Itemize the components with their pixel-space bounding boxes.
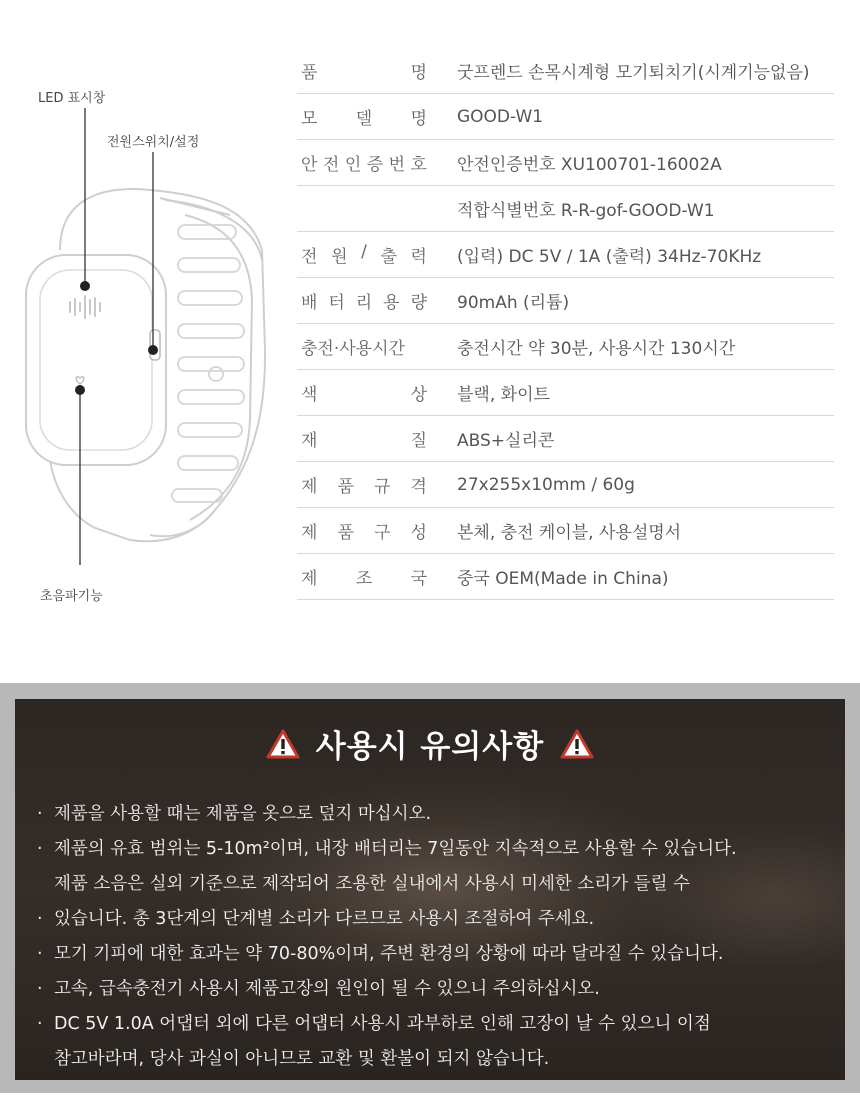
bullet-dot: · xyxy=(37,979,43,999)
product-illustration xyxy=(0,0,290,640)
spec-label-char: 국 xyxy=(410,569,427,589)
ultrasonic-callout: 초음파기능 xyxy=(40,589,103,604)
spec-label-char: 인 xyxy=(344,155,362,175)
spec-row xyxy=(297,370,834,416)
spec-row xyxy=(297,48,834,94)
caution-list xyxy=(37,797,837,1077)
caution-section xyxy=(0,683,860,1093)
bullet-dot: · xyxy=(37,839,43,859)
spec-value: 27x255x10mm / 60g xyxy=(457,474,635,495)
spec-label-char: 원 xyxy=(331,247,348,267)
caution-item xyxy=(37,797,837,832)
warning-triangle-icon xyxy=(560,729,594,759)
spec-label-char: 량 xyxy=(410,293,427,313)
spec-label-char: 규 xyxy=(374,477,391,497)
caution-item xyxy=(37,832,837,867)
spec-label-char: 상 xyxy=(410,385,427,405)
spec-label xyxy=(301,58,427,83)
spec-label-char: 구 xyxy=(374,523,391,543)
spec-value: 중국 OEM(Made in China) xyxy=(457,569,669,589)
caution-text: 있습니다. 총 3단계의 단계별 소리가 다르므로 사용시 조절하여 주세요. xyxy=(54,909,595,929)
spec-value: 90mAh (리튬) xyxy=(457,293,570,313)
spec-label xyxy=(301,242,427,267)
caution-text: 제품을 사용할 때는 제품을 옷으로 덮지 마십시오. xyxy=(54,804,432,824)
spec-row xyxy=(297,324,834,370)
spec-row xyxy=(297,140,834,186)
spec-label-char: 델 xyxy=(355,109,373,129)
bullet-dot: · xyxy=(37,804,43,824)
spec-row xyxy=(297,232,834,278)
spec-label-char: / xyxy=(361,242,367,262)
spec-label-char: 조 xyxy=(355,569,373,589)
caution-text: 모기 기피에 대한 효과는 약 70-80%이며, 주변 환경의 상황에 따라 달라질 수 있습니다. xyxy=(54,944,724,964)
bullet-dot: · xyxy=(37,1014,43,1034)
spec-label-char: 리 xyxy=(355,293,373,313)
spec-label-char: 색 xyxy=(301,385,318,405)
caution-item xyxy=(37,1007,837,1042)
spec-label-char: 력 xyxy=(410,247,427,267)
spec-label-char: 호 xyxy=(410,155,427,175)
spec-label-char: 성 xyxy=(410,523,427,543)
spec-label xyxy=(301,288,427,313)
spec-label-char: 배 xyxy=(301,293,318,313)
spec-row xyxy=(297,554,834,600)
spec-label-char: 모 xyxy=(301,109,318,129)
caution-item xyxy=(37,937,837,972)
caution-text: 고속, 급속충전기 사용시 제품고장의 원인이 될 수 있으니 주의하십시오. xyxy=(54,979,600,999)
spec-row xyxy=(297,186,834,232)
spec-value: ABS+실리콘 xyxy=(457,431,555,451)
spec-value: GOOD-W1 xyxy=(457,106,544,127)
spec-label-char: 제 xyxy=(301,569,318,589)
caution-text: 참고바라며, 당사 과실이 아니므로 교환 및 환불이 되지 않습니다. xyxy=(54,1049,550,1069)
spec-label-char: 품 xyxy=(301,63,318,83)
caution-text: DC 5V 1.0A 어댑터 외에 다른 어댑터 사용시 과부하로 인해 고장이 날 수 있으니 이점 xyxy=(54,1014,711,1034)
spec-label xyxy=(301,380,427,405)
spec-label-char: 품 xyxy=(337,477,354,497)
spec-value: 안전인증번호 XU100701-16002A xyxy=(457,155,722,175)
caution-text: 제품 소음은 실외 기준으로 제작되어 조용한 실내에서 사용시 미세한 소리가 들릴 수 xyxy=(54,874,690,894)
spec-label-char: 출 xyxy=(380,247,397,267)
power-switch-callout: 전원스위치/설정 xyxy=(107,135,200,150)
led-display-callout: LED 표시창 xyxy=(38,91,106,106)
caution-item xyxy=(37,1042,837,1077)
spec-label xyxy=(301,150,427,175)
spec-label-char: 충전·사용시간 xyxy=(301,339,405,359)
spec-value: 본체, 충전 케이블, 사용설명서 xyxy=(457,523,682,543)
spec-table xyxy=(297,48,834,600)
spec-label-char: 증 xyxy=(366,155,384,175)
caution-heading xyxy=(15,721,845,766)
spec-label xyxy=(301,104,427,129)
spec-value: 적합식별번호 R-R-gof-GOOD-W1 xyxy=(457,201,715,221)
spec-label-char: 제 xyxy=(301,523,318,543)
spec-value: (입력) DC 5V / 1A (출력) 34Hz-70KHz xyxy=(457,247,762,267)
spec-label-char: 용 xyxy=(383,293,400,313)
spec-label-char: 번 xyxy=(388,155,406,175)
caution-item xyxy=(37,902,837,937)
spec-label xyxy=(301,518,427,543)
spec-row xyxy=(297,508,834,554)
spec-label xyxy=(301,426,427,451)
warning-triangle-icon xyxy=(266,729,300,759)
spec-label-char: 재 xyxy=(301,431,318,451)
spec-label-char: 전 xyxy=(301,247,318,267)
spec-label xyxy=(301,564,427,589)
caution-title: 사용시 유의사항 xyxy=(315,729,545,765)
bullet-dot: · xyxy=(37,909,43,929)
bullet-dot: · xyxy=(37,944,43,964)
spec-label-char: 명 xyxy=(410,63,427,83)
spec-value: 굿프렌드 손목시계형 모기퇴치기(시계기능없음) xyxy=(457,63,810,83)
spec-row xyxy=(297,462,834,508)
spec-row xyxy=(297,416,834,462)
spec-label-char: 안 xyxy=(301,155,318,175)
spec-label xyxy=(301,472,427,497)
spec-value: 충전시간 약 30분, 사용시간 130시간 xyxy=(457,339,736,359)
spec-label-char: 전 xyxy=(322,155,340,175)
caution-text: 제품의 유효 범위는 5-10m²이며, 내장 배터리는 7일동안 지속적으로 사용할 수 있습니다. xyxy=(54,839,737,859)
spec-row xyxy=(297,94,834,140)
caution-item xyxy=(37,867,837,902)
spec-row xyxy=(297,278,834,324)
spec-label-char: 제 xyxy=(301,477,318,497)
caution-item xyxy=(37,972,837,1007)
spec-label-char: 질 xyxy=(410,431,427,451)
spec-label-char: 터 xyxy=(328,293,345,313)
spec-value: 블랙, 화이트 xyxy=(457,385,550,405)
spec-label-char: 품 xyxy=(337,523,354,543)
spec-label-char: 격 xyxy=(410,477,427,497)
caution-panel xyxy=(15,699,845,1080)
spec-label xyxy=(301,334,427,359)
spec-label-char: 명 xyxy=(410,109,427,129)
